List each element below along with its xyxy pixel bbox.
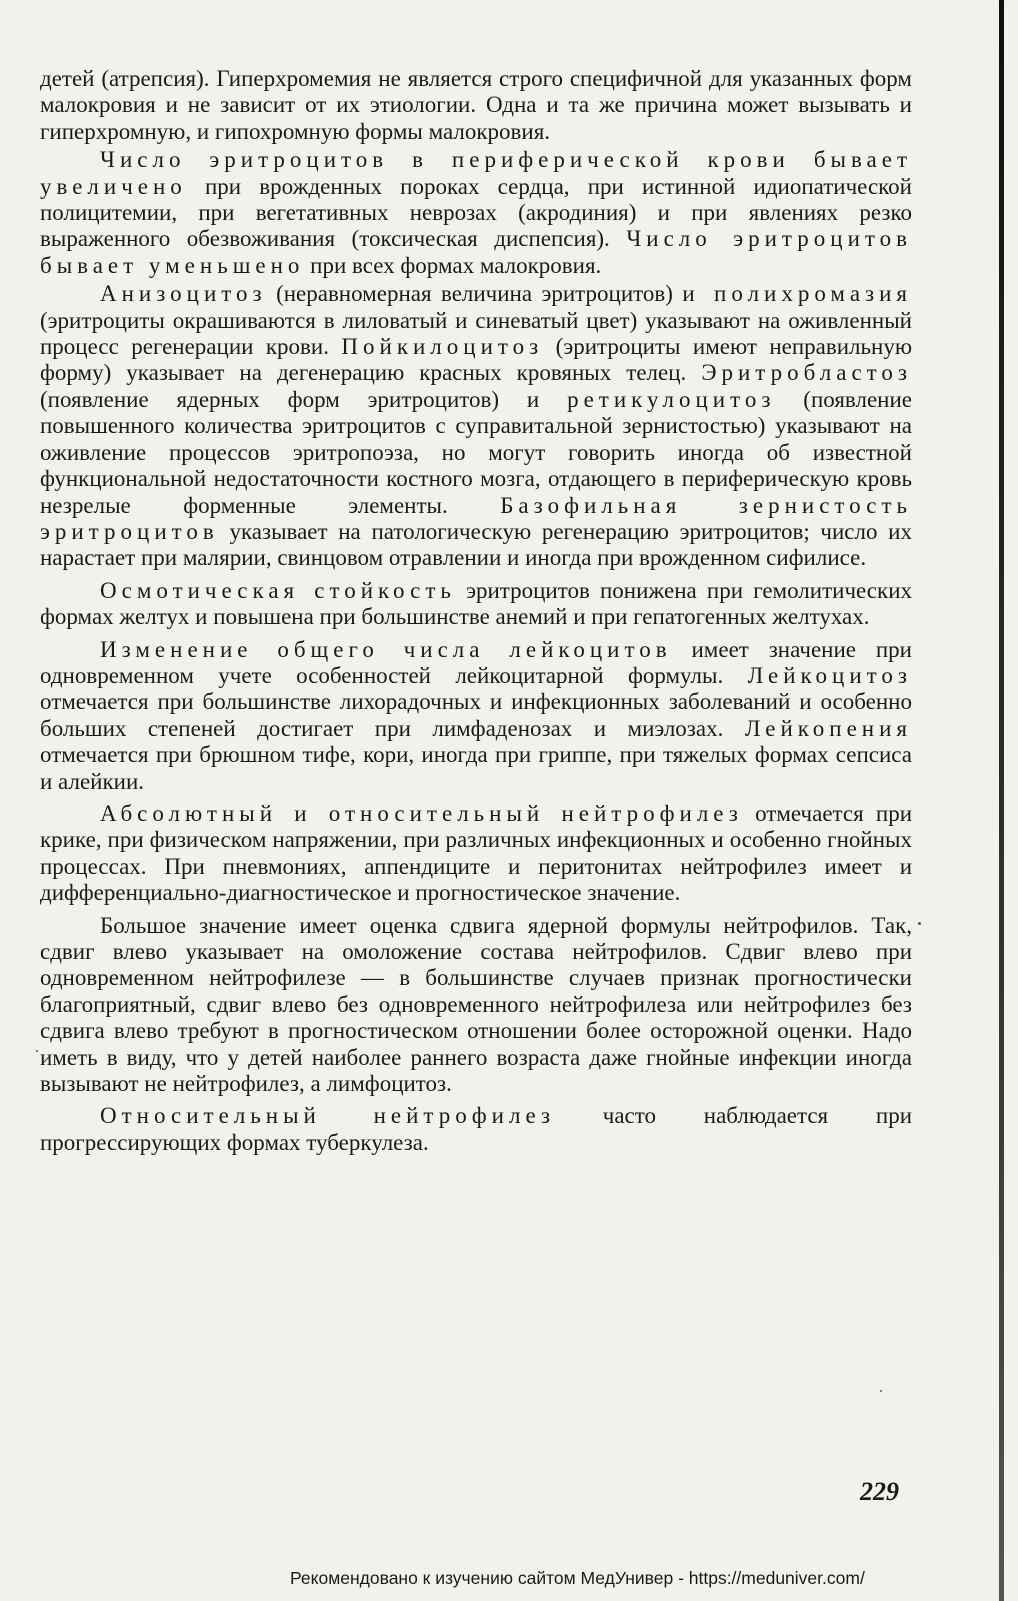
text-run: (появление ядерных форм эритроцитов) и (40, 386, 568, 412)
spaced-emphasis-text: Относительный нейтрофилез (100, 1103, 556, 1129)
spaced-emphasis-text: Число эритроцитов бывает уменьшено (40, 226, 912, 278)
spaced-emphasis-text: Пойкилоцитоз (341, 334, 544, 360)
paragraph (40, 637, 912, 795)
page-number: 229 (860, 1477, 899, 1506)
text-run: при всех формах малокровия. (304, 252, 602, 278)
body-text (40, 66, 912, 1156)
text-run: имеет значение при одновременном учете особенностей лейкоцитарной формулы. (40, 636, 912, 688)
spaced-emphasis-text: Изменение общего числа лейкоцитов (100, 636, 672, 662)
text-run: (эритроциты имеют неправильную форму) указывает на дегенерацию красных кровяных телец. (40, 334, 912, 386)
spaced-emphasis-text: Лейкоцитоз (747, 662, 912, 688)
text-run: (эритроциты окрашиваются в лиловатый и синеватый цвет) указывают на оживленный процесс регенерации крови. (40, 307, 912, 360)
paragraph (40, 281, 912, 571)
page-edge-shadow (999, 0, 1004, 1601)
text-run: эритроцитов понижена при гемолитических формах желтух и повышена при большинстве анемий и при гепатогенных желтухах. (40, 577, 912, 630)
footer-recommendation[interactable]: Рекомендовано к изучению сайтом МедУнивер - https://meduniver.com/ (290, 1568, 865, 1588)
paragraph (40, 578, 912, 631)
print-speck (918, 922, 921, 925)
spaced-emphasis-text: Анизоцитоз (100, 281, 267, 307)
paragraph (40, 801, 912, 907)
spaced-emphasis-text: Базофильная зернистость эритроцитов (40, 492, 912, 544)
text-run: Большое значение имеет оценка сдвига ядерной формулы нейтрофилов. Так, сдвиг влево указывает на омоложение состава нейтрофилов. Сдвиг влево при одновременном нейтрофилезе — в большинстве случаев признак прогностически благоприятный, сдвиг влево без одновременного нейтрофилеза или нейтрофилез без сдвига влево требуют в прогностическом отношении более осторожной оценки. Надо иметь в виду, что у детей наиболее раннего возраста даже гнойные инфекции иногда вызывают не нейтрофилез, а лимфоцитоз. (40, 912, 912, 1097)
spaced-emphasis-text: и полихромазия (682, 281, 912, 307)
text-run: (появление повышенного количества эритроцитов с суправитальной зернистостью) указывают на оживление процессов эритропоэза, но могут говорить иногда об известной функциональной недостаточности костного мозга, отдающего в периферическую кровь незрелые форменные элементы. (40, 386, 912, 518)
paragraph (40, 913, 912, 1098)
spaced-emphasis-text: ретикулоцитоз (567, 386, 776, 412)
text-run: часто наблюдается при прогрессирующих формах туберкулеза. (40, 1103, 912, 1155)
text-run: детей (атрепсия). Гиперхромемия не является строго специфичной для указанных форм малокровия и не зависит от их этиологии. Одна и та же причина может вызывать и гиперхромную, и гипохромную формы малокровия. (40, 66, 912, 144)
paragraph (40, 1103, 912, 1156)
text-run: отмечается при крике, при физическом напряжении, при различных инфекционных и особенно гнойных процессах. При пневмониях, аппендиците и перитонитах нейтрофилез имеет и дифференциально-диагностическое и прогностическое значение. (40, 800, 913, 906)
spaced-emphasis-text: Осмотическая стойкость (100, 577, 456, 603)
text-run: указывает на патологическую регенерацию эритроцитов; число их нарастает при малярии, свинцовом отравлении и иногда при врожденном сифилисе. (40, 518, 912, 571)
spaced-emphasis-text: Абсолютный и относительный нейтрофилез (100, 800, 743, 826)
spaced-emphasis-text: Число эритроцитов в периферической крови бывает увеличено (40, 147, 912, 199)
print-speck (36, 1050, 38, 1052)
spaced-emphasis-text: Лейкопения (744, 715, 912, 741)
paragraph (40, 147, 912, 279)
text-run: (неравномерная величина эритроцитов) (266, 281, 683, 307)
spaced-emphasis-text: Эритробластоз (701, 360, 912, 386)
paragraph (40, 66, 912, 145)
print-speck (880, 1390, 882, 1392)
text-run: отмечается при большинстве лихорадочных и инфекционных заболеваний и особенно больших степеней достигает при лимфаденозах и миэлозах. (40, 689, 912, 741)
text-run: при врожденных пороках сердца, при истинной идиопатической полицитемии, при вегетативных неврозах (акродиния) и при явлениях резко выраженного обезвоживания (токсическая диспепсия). (40, 173, 912, 252)
text-run: отмечается при брюшном тифе, кори, иногда при гриппе, при тяжелых формах сепсиса и алейкии. (40, 742, 912, 794)
